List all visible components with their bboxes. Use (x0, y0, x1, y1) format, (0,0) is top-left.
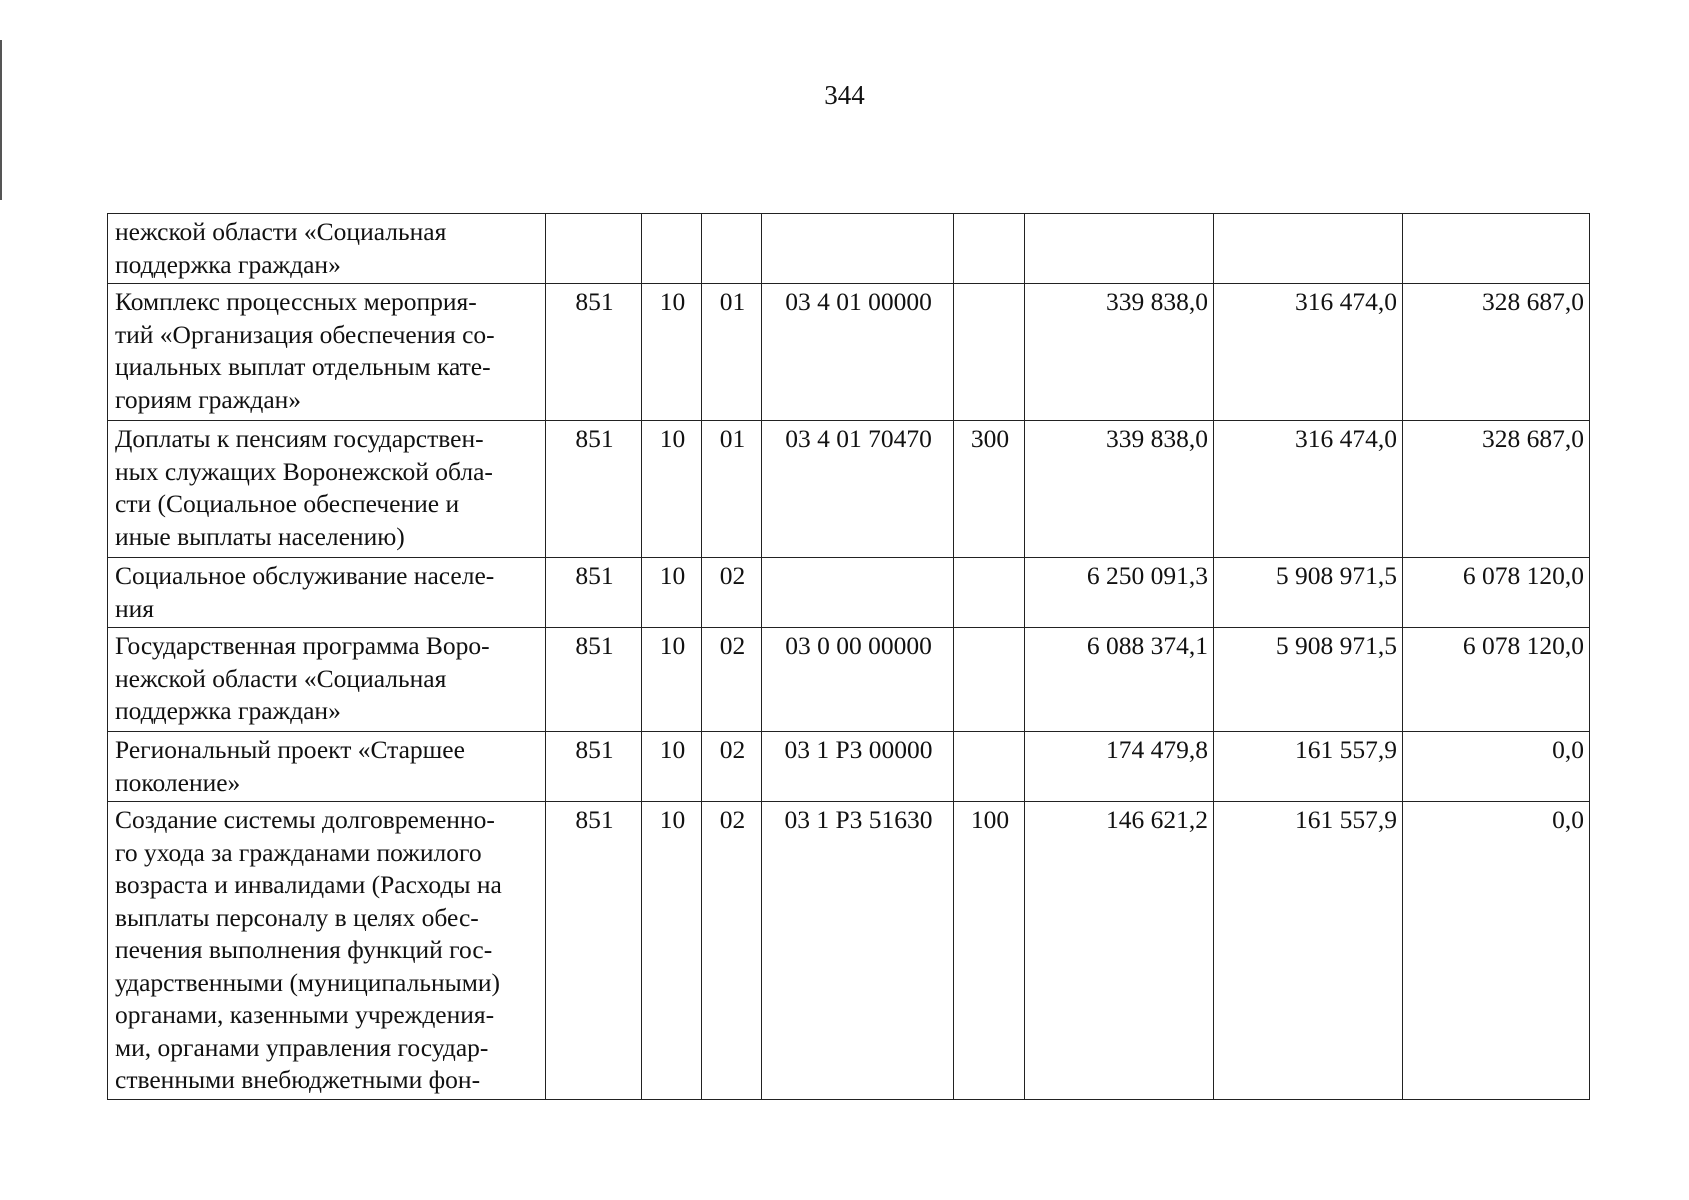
name-line: возраста и инвалидами (Расходы на (115, 870, 502, 899)
rz-cell: 10 (642, 732, 702, 802)
name-line: органами, казенными учреждения- (115, 1000, 495, 1029)
name-line: Комплекс процессных мероприя- (115, 287, 477, 316)
vr-cell: 300 (954, 421, 1025, 558)
sum-2024-cell: 6 250 091,3 (1025, 558, 1214, 628)
sum-2025-cell: 5 908 971,5 (1214, 558, 1403, 628)
grbs-cell: 851 (546, 284, 642, 421)
table-row (108, 214, 1590, 284)
vr-cell (954, 628, 1025, 732)
name-line: нежской области «Социальная (115, 217, 447, 246)
rz-cell: 10 (642, 421, 702, 558)
pr-cell: 02 (702, 732, 762, 802)
sum-2026-cell: 0,0 (1403, 802, 1590, 1100)
rz-cell: 10 (642, 284, 702, 421)
row-name-cell (108, 802, 546, 1100)
sum-2024-cell: 339 838,0 (1025, 284, 1214, 421)
table-row (108, 421, 1590, 558)
name-line: ных служащих Воронежской обла- (115, 456, 493, 486)
name-line: Создание системы долговременно- (115, 805, 495, 834)
sum-2025-cell: 316 474,0 (1214, 421, 1403, 558)
grbs-cell: 851 (546, 802, 642, 1100)
table-row (108, 802, 1590, 1100)
table-body (108, 214, 1590, 1100)
csr-cell: 03 1 Р3 51630 (762, 802, 954, 1100)
name-line: циальных выплат отдельным кате- (115, 352, 491, 381)
row-name-cell (108, 732, 546, 802)
vr-cell (954, 214, 1025, 284)
pr-cell: 01 (702, 421, 762, 558)
name-line: выплаты персоналу в целях обес- (115, 902, 479, 932)
name-line: поколение» (115, 767, 241, 797)
table-row (108, 284, 1590, 421)
sum-2025-cell: 316 474,0 (1214, 284, 1403, 421)
scan-edge-line (0, 40, 2, 200)
name-line: ственными внебюджетными фон- (115, 1065, 481, 1094)
pr-cell: 01 (702, 284, 762, 421)
grbs-cell: 851 (546, 628, 642, 732)
sum-2026-cell: 328 687,0 (1403, 284, 1590, 421)
name-line: поддержка граждан» (115, 249, 341, 279)
sum-2024-cell: 6 088 374,1 (1025, 628, 1214, 732)
page-number: 344 (824, 80, 865, 110)
csr-cell (762, 558, 954, 628)
name-line: Доплаты к пенсиям государствен- (115, 424, 484, 453)
budget-table (107, 213, 1590, 1100)
name-line: Государственная программа Воро- (115, 631, 490, 660)
csr-cell: 03 1 Р3 00000 (762, 732, 954, 802)
row-name-cell (108, 214, 546, 284)
grbs-cell: 851 (546, 558, 642, 628)
sum-2025-cell: 5 908 971,5 (1214, 628, 1403, 732)
name-line: гориям граждан» (115, 384, 302, 414)
vr-cell: 100 (954, 802, 1025, 1100)
name-line: ударственными (муниципальными) (115, 967, 501, 997)
sum-2025-cell (1214, 214, 1403, 284)
rz-cell (642, 214, 702, 284)
name-line: печения выполнения функций гос- (115, 935, 493, 964)
sum-2026-cell: 0,0 (1403, 732, 1590, 802)
csr-cell (762, 214, 954, 284)
sum-2024-cell: 339 838,0 (1025, 421, 1214, 558)
grbs-cell: 851 (546, 732, 642, 802)
row-name-cell (108, 558, 546, 628)
table-row (108, 628, 1590, 732)
name-line: поддержка граждан» (115, 696, 341, 725)
pr-cell (702, 214, 762, 284)
vr-cell (954, 732, 1025, 802)
sum-2026-cell (1403, 214, 1590, 284)
sum-2026-cell: 328 687,0 (1403, 421, 1590, 558)
pr-cell: 02 (702, 558, 762, 628)
sum-2024-cell (1025, 214, 1214, 284)
table-row (108, 558, 1590, 628)
row-name-cell (108, 628, 546, 732)
name-line: Региональный проект «Старшее (115, 735, 465, 764)
sum-2025-cell: 161 557,9 (1214, 802, 1403, 1100)
name-line: ния (115, 593, 155, 623)
name-line: иные выплаты населению) (115, 521, 405, 551)
csr-cell: 03 4 01 70470 (762, 421, 954, 558)
sum-2026-cell: 6 078 120,0 (1403, 628, 1590, 732)
grbs-cell: 851 (546, 421, 642, 558)
rz-cell: 10 (642, 802, 702, 1100)
sum-2024-cell: 174 479,8 (1025, 732, 1214, 802)
csr-cell: 03 4 01 00000 (762, 284, 954, 421)
pr-cell: 02 (702, 628, 762, 732)
sum-2026-cell: 6 078 120,0 (1403, 558, 1590, 628)
table-row (108, 732, 1590, 802)
pr-cell: 02 (702, 802, 762, 1100)
sum-2025-cell: 161 557,9 (1214, 732, 1403, 802)
name-line: нежской области «Социальная (115, 663, 447, 693)
name-line: ми, органами управления государ- (115, 1032, 489, 1062)
sum-2024-cell: 146 621,2 (1025, 802, 1214, 1100)
name-line: сти (Социальное обеспечение и (115, 489, 460, 518)
name-line: Социальное обслуживание населе- (115, 561, 495, 590)
name-line: тий «Организация обеспечения со- (115, 319, 495, 349)
rz-cell: 10 (642, 558, 702, 628)
row-name-cell (108, 284, 546, 421)
vr-cell (954, 558, 1025, 628)
name-line: го ухода за гражданами пожилого (115, 837, 482, 867)
vr-cell (954, 284, 1025, 421)
grbs-cell (546, 214, 642, 284)
row-name-cell (108, 421, 546, 558)
rz-cell: 10 (642, 628, 702, 732)
csr-cell: 03 0 00 00000 (762, 628, 954, 732)
